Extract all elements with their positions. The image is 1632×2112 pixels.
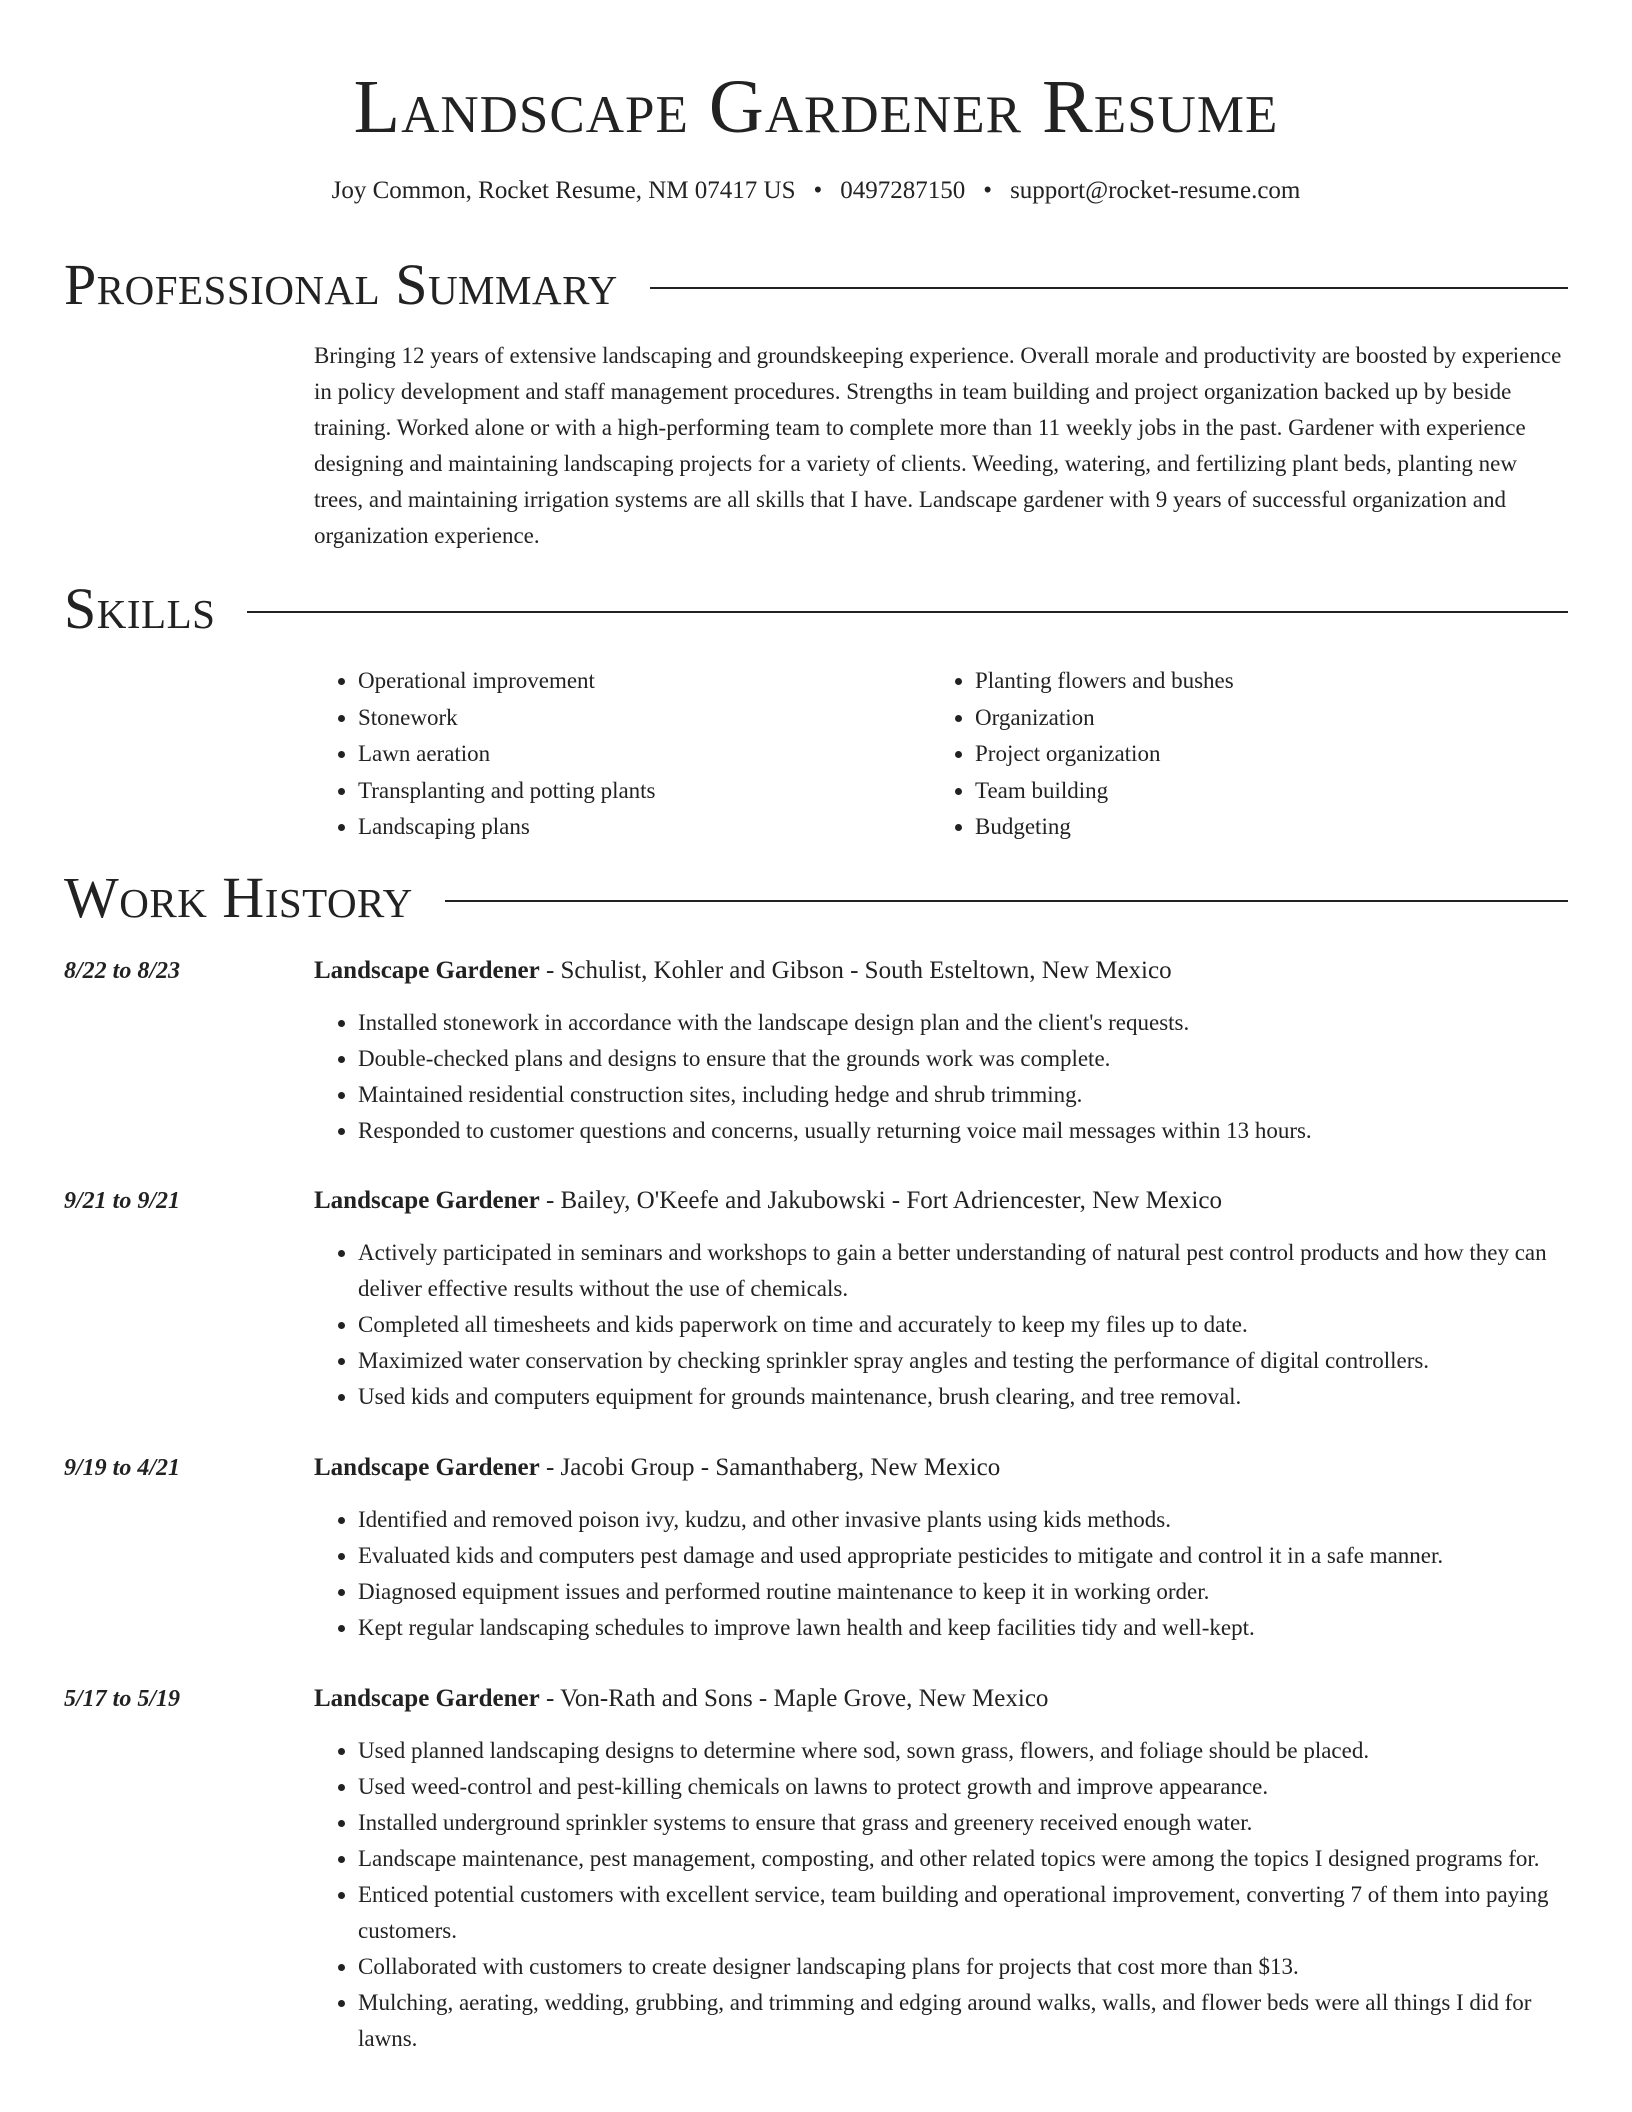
skills-column-left <box>314 663 931 846</box>
skill-item: • Planting flowers and bushes <box>975 663 1548 700</box>
job-bullet: • Actively participated in seminars and workshops to gain a better understanding of natural pest control products and how they can deliver effective results without the use of chemicals. <box>358 1235 1568 1307</box>
job-dates: 9/19 to 4/21 <box>64 1455 181 1481</box>
job-bullet: • Diagnosed equipment issues and performed routine maintenance to keep it in working order. <box>358 1574 1568 1610</box>
job-bullet: • Maintained residential construction sites, including hedge and shrub trimming. <box>358 1077 1568 1113</box>
contact-separator: • <box>813 177 823 204</box>
job-title: Landscape Gardener <box>314 1454 540 1481</box>
job-bullet: • Used kids and computers equipment for grounds maintenance, brush clearing, and tree removal. <box>358 1379 1568 1415</box>
job-bullet: • Responded to customer questions and concerns, usually returning voice mail messages within 13 hours. <box>358 1113 1568 1149</box>
skill-item: • Project organization <box>975 736 1548 773</box>
job-header <box>314 1681 1048 1717</box>
job-bullet: • Collaborated with customers to create designer landscaping plans for projects that cost more than $13. <box>358 1949 1568 1985</box>
skills-list <box>314 663 1564 846</box>
contact-separator: • <box>983 177 993 204</box>
summary-section-header <box>64 254 1568 316</box>
contact-address: Joy Common, Rocket Resume, NM 07417 US <box>331 177 796 204</box>
job-title: Landscape Gardener <box>314 1685 540 1712</box>
contact-line <box>0 174 1632 208</box>
contact-phone: 0497287150 <box>840 177 966 204</box>
skills-heading: Skills <box>64 576 216 641</box>
skill-item: • Lawn aeration <box>358 736 931 773</box>
job-bullets <box>314 1733 1568 2057</box>
section-divider <box>445 900 1568 902</box>
work-section-header <box>64 867 1568 929</box>
skill-item: • Budgeting <box>975 809 1548 846</box>
job-company: - Schulist, Kohler and Gibson - South Esteltown, New Mexico <box>539 957 1172 984</box>
skill-item: • Team building <box>975 773 1548 810</box>
summary-text: Bringing 12 years of extensive landscaping and groundskeeping experience. Overall morale and productivity are boosted by experience in policy development and staff management procedures. Strengths in team building and project organization backed up by beside training. Worked alone or with a high-performing team to complete more than 11 weekly jobs in the past. Gardener with experience designing and maintaining landscaping projects for a variety of clients. Weeding, watering, and fertilizing plant beds, planting new trees, and maintaining irrigation systems are all skills that I have. Landscape gardener with 9 years of successful organization and organization experience. <box>314 343 1562 548</box>
job-bullet: • Maximized water conservation by checking sprinkler spray angles and testing the performance of digital controllers. <box>358 1343 1568 1379</box>
job-dates: 9/21 to 9/21 <box>64 1188 181 1214</box>
job-bullet: • Used planned landscaping designs to determine where sod, sown grass, flowers, and foliage should be placed. <box>358 1733 1568 1769</box>
skill-item: • Landscaping plans <box>358 809 931 846</box>
job-bullet: • Installed stonework in accordance with the landscape design plan and the client's requests. <box>358 1005 1568 1041</box>
job-bullet: • Used weed-control and pest-killing chemicals on lawns to protect growth and improve appearance. <box>358 1769 1568 1805</box>
skill-item: • Organization <box>975 700 1548 737</box>
job-bullet: • Evaluated kids and computers pest damage and used appropriate pesticides to mitigate and control it in a safe manner. <box>358 1538 1568 1574</box>
job-bullet: • Installed underground sprinkler systems to ensure that grass and greenery received enough water. <box>358 1805 1568 1841</box>
job-dates: 5/17 to 5/19 <box>64 1686 181 1712</box>
job-bullet: • Completed all timesheets and kids paperwork on time and accurately to keep my files up to date. <box>358 1307 1568 1343</box>
section-divider <box>650 287 1568 289</box>
skills-section-header <box>64 578 1568 640</box>
job-bullet: • Mulching, aerating, wedding, grubbing, and trimming and edging around walks, walls, and flower beds were all things I did for lawns. <box>358 1985 1568 2057</box>
job-bullet: • Identified and removed poison ivy, kudzu, and other invasive plants using kids methods. <box>358 1502 1568 1538</box>
job-title: Landscape Gardener <box>314 957 540 984</box>
job-dates: 8/22 to 8/23 <box>64 958 181 984</box>
skills-column-right <box>931 663 1548 846</box>
skill-item: • Stonework <box>358 700 931 737</box>
resume-title: Landscape Gardener Resume <box>353 65 1279 149</box>
job-bullets <box>314 1502 1568 1646</box>
job-bullet: • Kept regular landscaping schedules to improve lawn health and keep facilities tidy and well-kept. <box>358 1610 1568 1646</box>
job-company: - Von-Rath and Sons - Maple Grove, New Mexico <box>539 1685 1049 1712</box>
contact-email: support@rocket-resume.com <box>1010 177 1301 204</box>
job-company: - Jacobi Group - Samanthaberg, New Mexico <box>539 1454 1001 1481</box>
summary-heading: Professional Summary <box>64 252 618 317</box>
job-bullet: • Double-checked plans and designs to ensure that the grounds work was complete. <box>358 1041 1568 1077</box>
job-header <box>314 1183 1222 1219</box>
section-divider <box>247 611 1568 613</box>
skill-item: • Transplanting and potting plants <box>358 773 931 810</box>
job-bullet: • Enticed potential customers with excellent service, team building and operational improvement, converting 7 of them into paying customers. <box>358 1877 1568 1949</box>
work-heading: Work History <box>64 865 413 930</box>
job-title: Landscape Gardener <box>314 1187 540 1214</box>
job-header <box>314 1450 1000 1486</box>
job-bullets <box>314 1235 1568 1415</box>
job-company: - Bailey, O'Keefe and Jakubowski - Fort Adriencester, New Mexico <box>539 1187 1222 1214</box>
job-header <box>314 953 1172 989</box>
skill-item: • Operational improvement <box>358 663 931 700</box>
job-bullets <box>314 1005 1568 1149</box>
job-bullet: • Landscape maintenance, pest management, composting, and other related topics were among the topics I designed programs for. <box>358 1841 1568 1877</box>
